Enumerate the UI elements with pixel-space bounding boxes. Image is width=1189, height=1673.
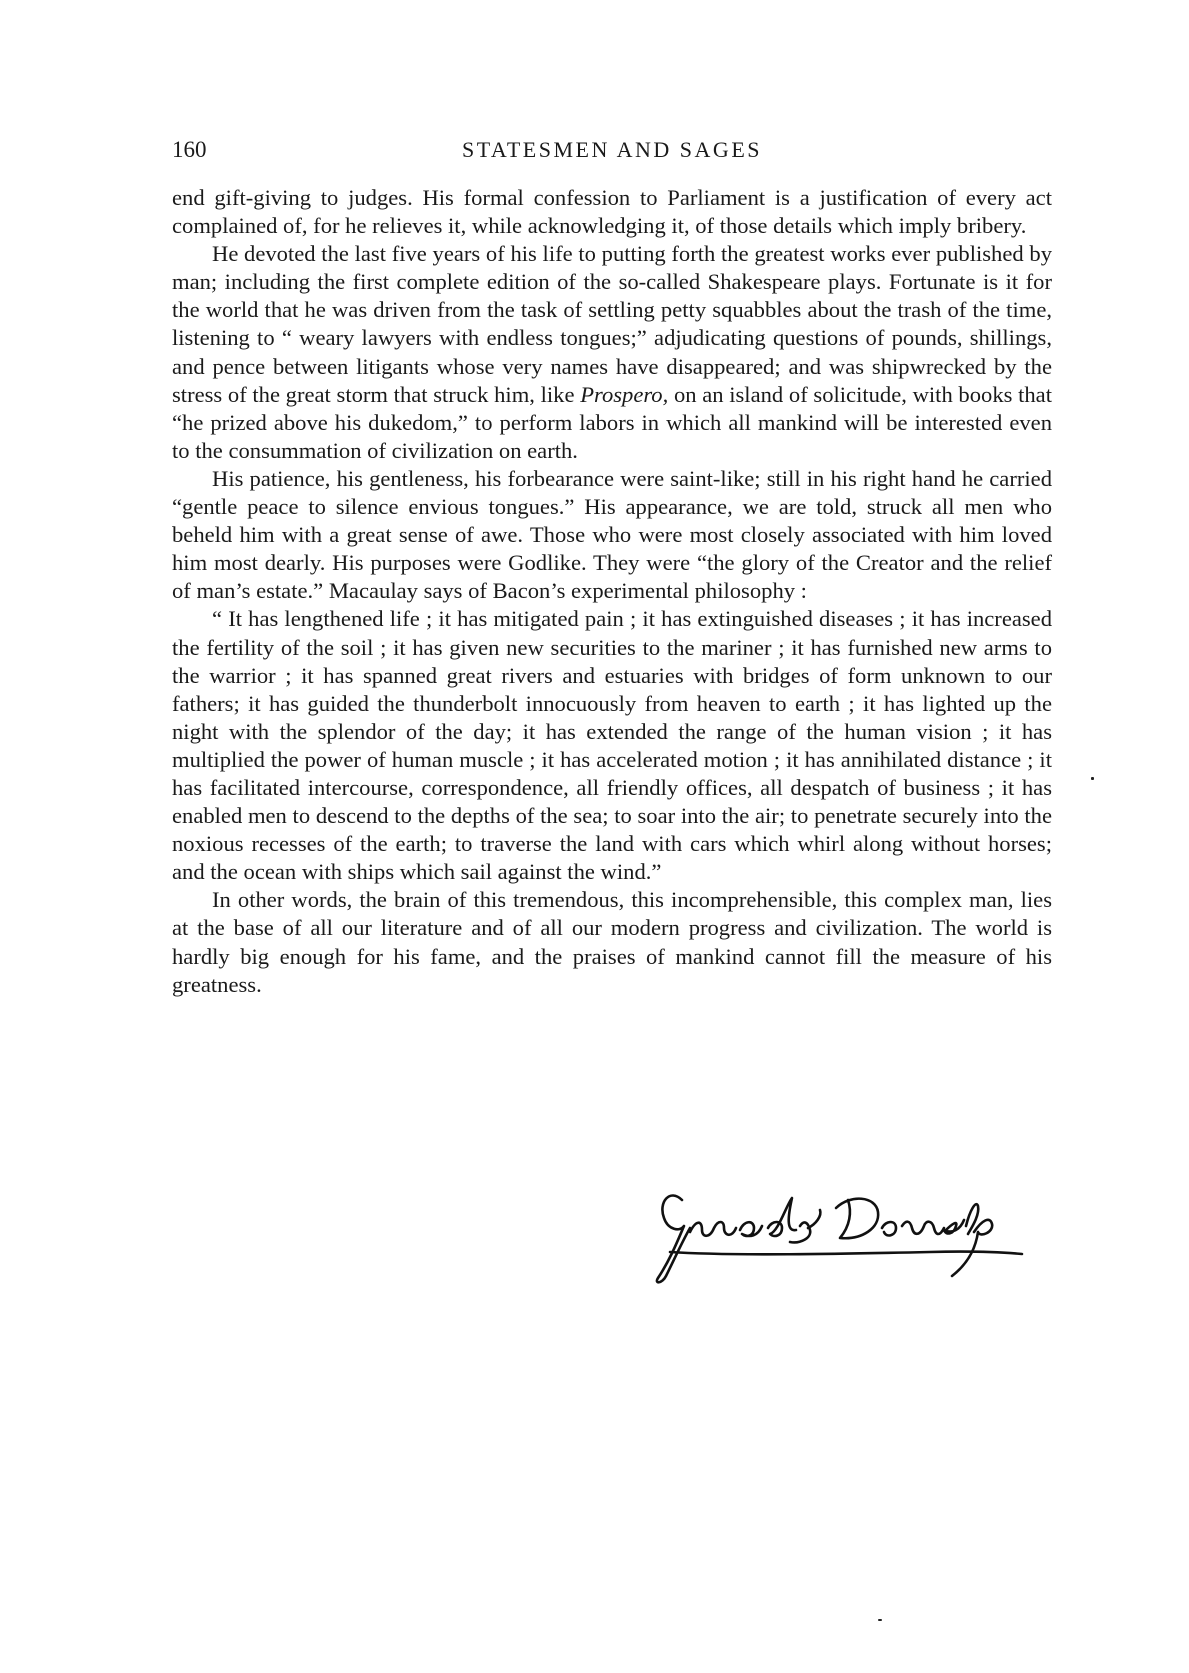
paragraph-1: end gift-giving to judges. His formal confession to Parliament is a justification of every act complained of, for he relieves it, while acknowledging it, of those details which imply bribery. — [172, 185, 1052, 239]
page-number: 160 — [172, 137, 207, 162]
paragraph-2-text-b: on an island of solicitude, with books that “he prized above his dukedom,” to perform labors in which all mankind will be interested even to the consummation of civilization on earth. — [172, 381, 1052, 463]
paragraph-2-text-a: He devoted the last five years of his life to putting forth the greatest works ever published by man; including the first complete edition of the so-called Shakespeare plays. Fortunate is it for the world that he was driven from the task of settling petty squabbles about the trash of the time, listening to “ weary lawyers with endless tongues;” adjudicating questions of pounds, shillings, and pence between litigants whose very names have disappeared; and was shipwrecked by the stress of the great storm that struck him, like — [172, 241, 1052, 407]
prospero-italic: Prospero, — [580, 381, 669, 407]
paragraph-2 — [172, 240, 1052, 465]
macaulay-quote: “ It has lengthened life ; it has mitigated pain ; it has extinguished diseases ; it has increased the fertility of the soil ; it has given new securities to the mariner ; it has furnished new arms to the warrior ; it has spanned great rivers and estuaries with bridges of form unknown to our fathers; it has guided the thunderbolt innocuously from heaven to earth ; it has lighted up the night with the splendor of the day; it has extended the range of the human vision ; it has multiplied the power of human muscle ; it has accelerated motion ; it has annihilated distance ; it has facilitated intercourse, correspondence, all friendly offices, all despatch of business ; it has enabled men to descend to the depths of the sea; to soar into the air; to penetrate securely into the noxious recesses of the earth; to traverse the land with cars which whirl along without horses; and the ocean with ships which sail against the wind.” — [172, 606, 1052, 885]
page-header — [172, 137, 1052, 169]
scan-speck-mark-bottom — [878, 1619, 882, 1621]
paragraph-3: His patience, his gentleness, his forbearance were saint-like; still in his right hand he carried “gentle peace to silence envious tongues.” His appearance, we are told, struck all men who beheld him with a great sense of awe. Those who were most closely associated with him loved him most dearly. His purposes were Godlike. They were “the glory of the Creator and the relief of man’s estate.” Macaulay says of Bacon’s experimental philosophy : — [172, 465, 1052, 604]
body-text — [172, 184, 1052, 999]
scan-speck-mark — [1091, 777, 1094, 780]
handwritten-signature — [640, 1180, 1030, 1290]
running-head: STATESMEN AND SAGES — [462, 137, 762, 162]
paragraph-5: In other words, the brain of this tremendous, this incomprehensible, this complex man, lies at the base of all our literature and of all our modern progress and civilization. The world is hardly big enough for his fame, and the praises of mankind cannot fill the measure of his greatness. — [172, 887, 1052, 997]
